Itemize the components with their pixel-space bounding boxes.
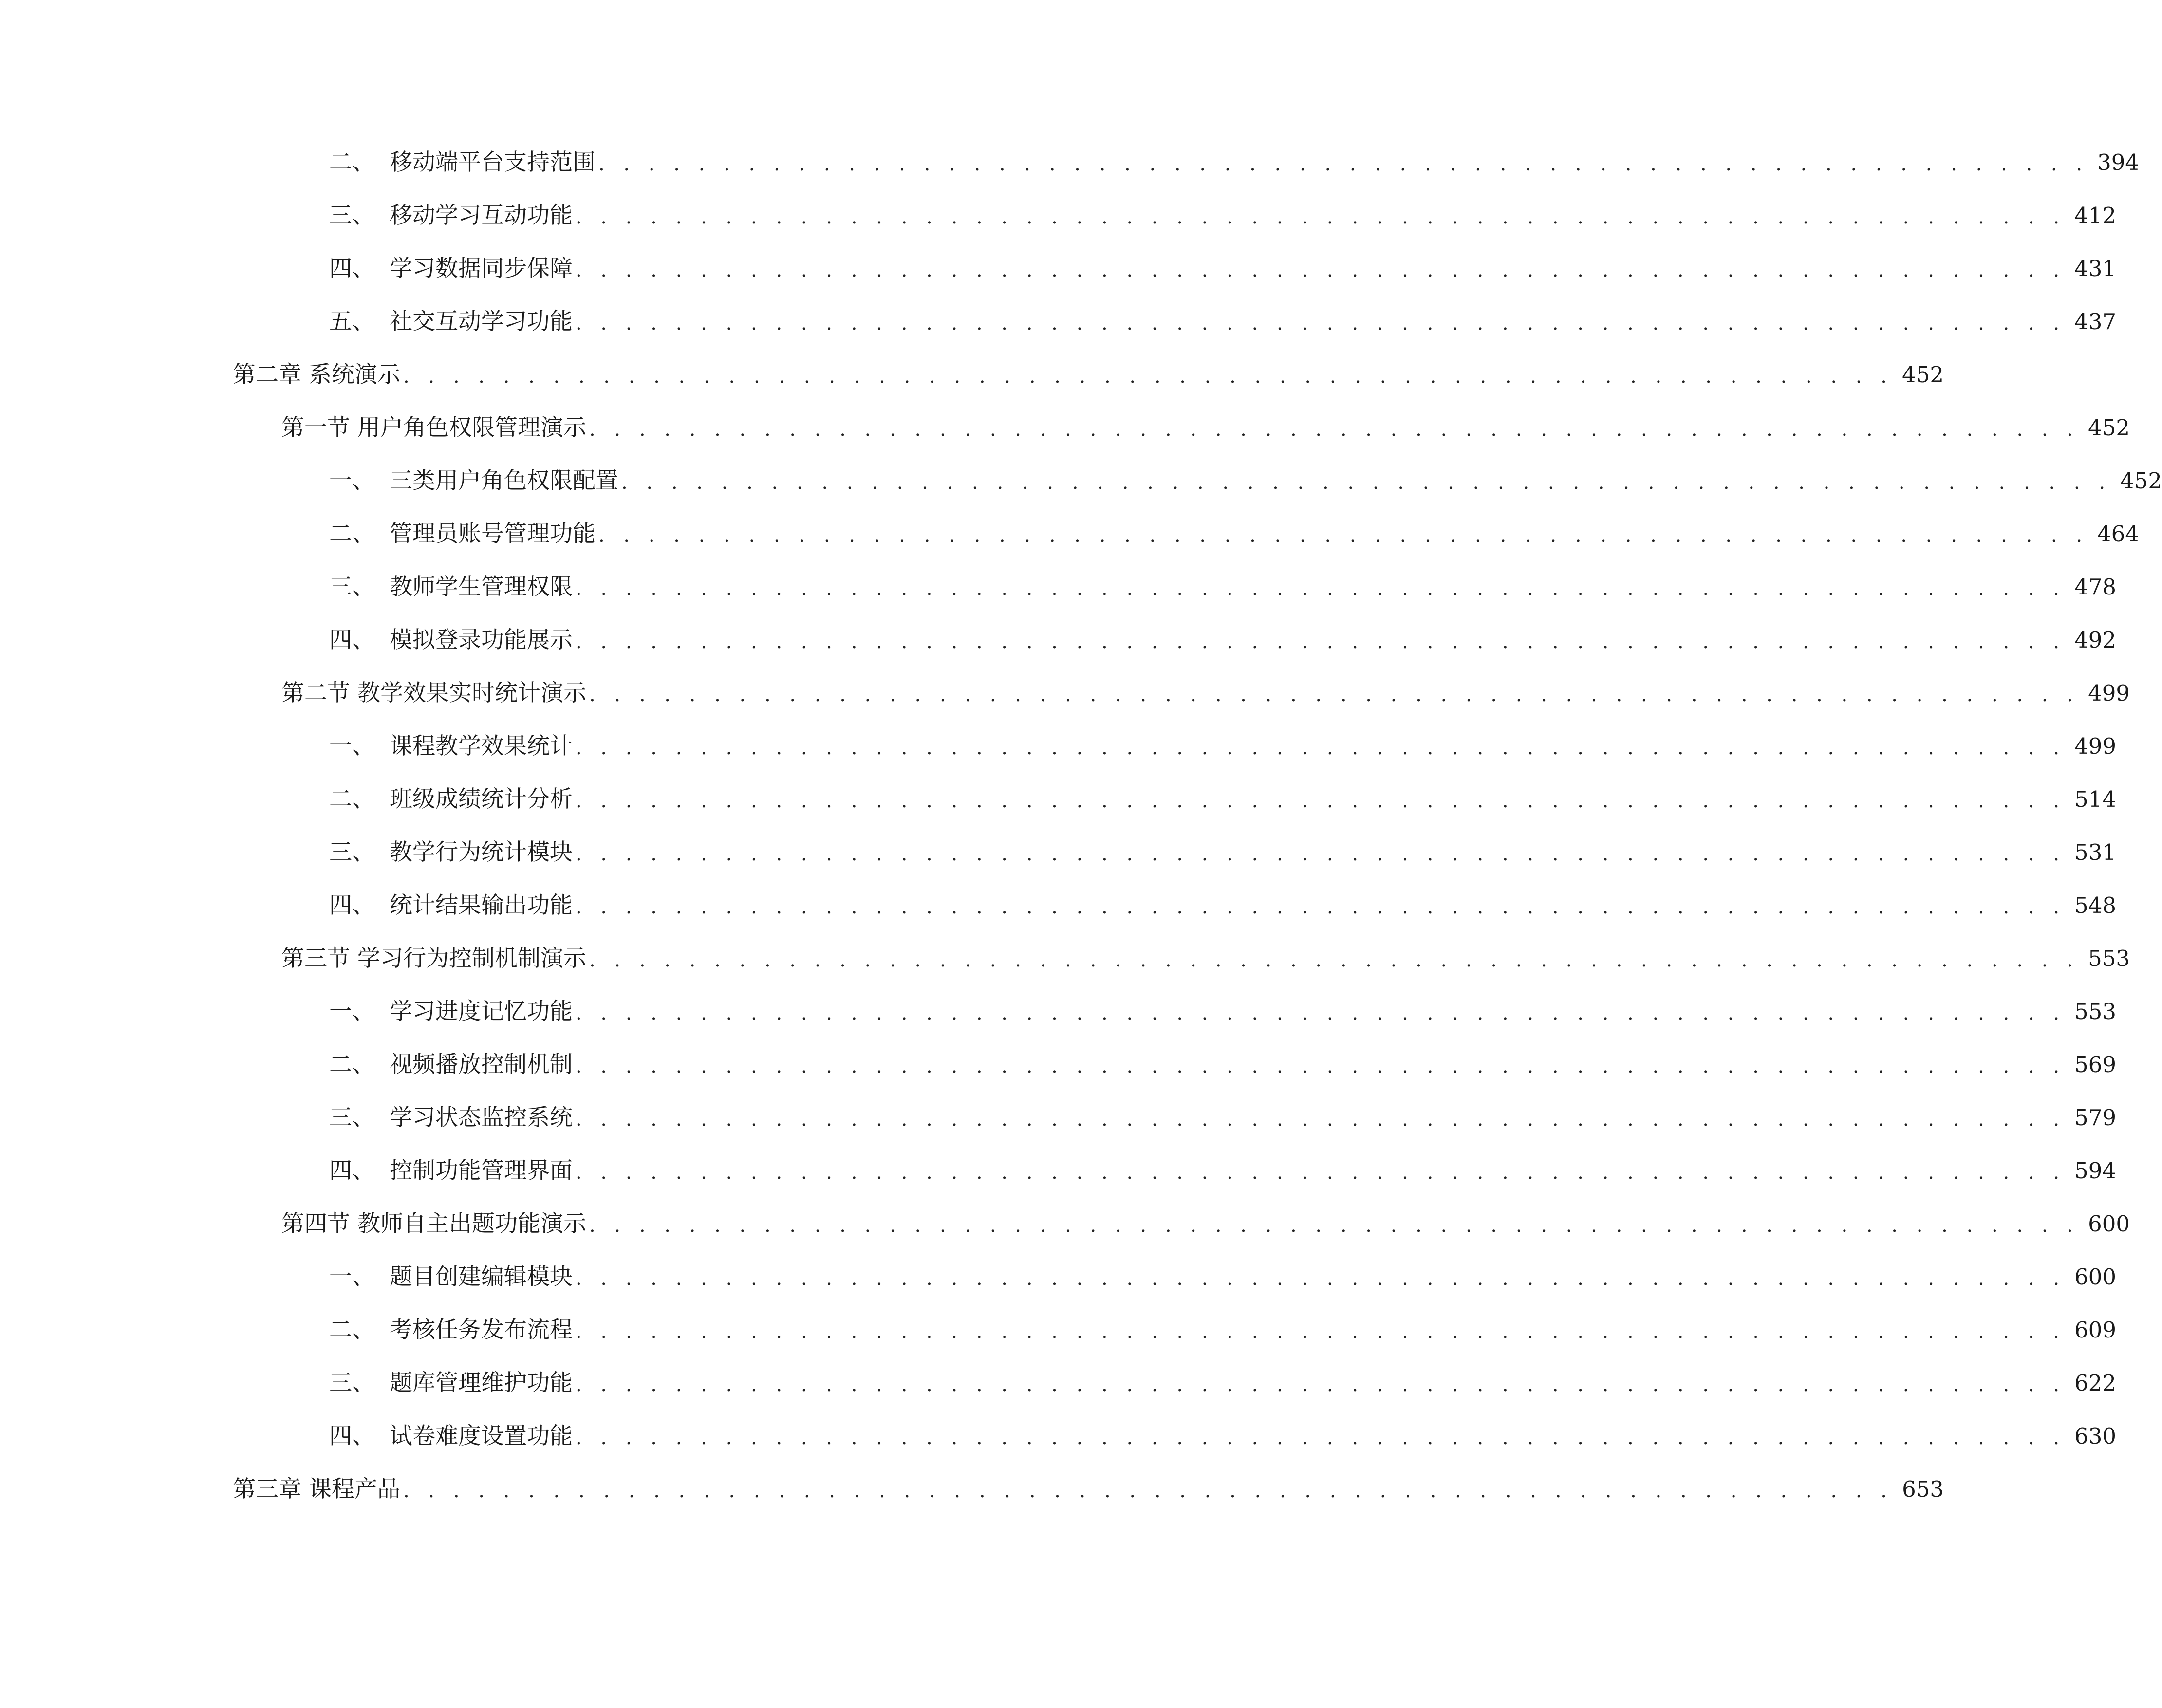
toc-entry-page-number: 514 — [2074, 786, 2117, 812]
toc-entry[interactable] — [329, 727, 2117, 766]
dot-leader: . . . . . . . . . . . . . . . . . . . . . . . . . . . . . . . . . . . . . . . . . . . . . . . . . . . . . . . . . . . . — [576, 843, 2066, 865]
toc-entry-page-number: 431 — [2074, 256, 2117, 281]
toc-entry-title: 第一节 用户角色权限管理演示 — [281, 414, 586, 441]
toc-entry-title: 第二节 教学效果实时统计演示 — [281, 680, 586, 706]
toc-entry-marker: 四、 — [329, 1157, 375, 1184]
toc-entry-marker: 二、 — [329, 786, 375, 813]
toc-entry-marker: 一、 — [329, 467, 375, 494]
toc-entry-page-number: 531 — [2074, 839, 2117, 865]
toc-entry-page-number: 622 — [2074, 1370, 2117, 1396]
dot-leader: . . . . . . . . . . . . . . . . . . . . . . . . . . . . . . . . . . . . . . . . . . . . . . . . . . . . . . . . . . . . — [621, 471, 2112, 494]
toc-entry[interactable] — [329, 515, 2140, 554]
toc-section-entry[interactable] — [281, 1205, 2130, 1244]
toc-entry-title: 试卷难度设置功能 — [390, 1423, 573, 1449]
toc-entry-marker: 三、 — [329, 1370, 375, 1396]
toc-entry-page-number: 452 — [2120, 468, 2162, 494]
toc-entry[interactable] — [329, 143, 2140, 182]
dot-leader: . . . . . . . . . . . . . . . . . . . . . . . . . . . . . . . . . . . . . . . . . . . . . . . . . . . . . . . . . . . . — [576, 577, 2066, 600]
toc-entry[interactable] — [329, 1417, 2117, 1456]
toc-chapter-entry[interactable] — [233, 1470, 1944, 1509]
toc-entry-title: 学习数据同步保障 — [390, 255, 573, 282]
dot-leader: . . . . . . . . . . . . . . . . . . . . . . . . . . . . . . . . . . . . . . . . . . . . . . . . . . . . . . . . . . . . — [576, 1267, 2066, 1290]
toc-entry-page-number: 600 — [2074, 1264, 2117, 1290]
toc-entry-page-number: 499 — [2088, 680, 2130, 706]
toc-entry-marker: 四、 — [329, 255, 375, 282]
dot-leader: . . . . . . . . . . . . . . . . . . . . . . . . . . . . . . . . . . . . . . . . . . . . . . . . . . . . . . . . . . . . — [576, 1108, 2066, 1131]
toc-entry-title: 教学行为统计模块 — [390, 839, 573, 866]
dot-leader: . . . . . . . . . . . . . . . . . . . . . . . . . . . . . . . . . . . . . . . . . . . . . . . . . . . . . . . . . . . . — [576, 1320, 2066, 1343]
toc-entry-title: 教师学生管理权限 — [390, 574, 573, 600]
dot-leader: . . . . . . . . . . . . . . . . . . . . . . . . . . . . . . . . . . . . . . . . . . . . . . . . . . . . . . . . . . . . — [589, 949, 2080, 971]
toc-entry-marker: 四、 — [329, 627, 375, 653]
toc-chapter-entry[interactable] — [233, 355, 1944, 394]
toc-entry-page-number: 412 — [2074, 203, 2117, 228]
toc-entry-page-number: 653 — [1902, 1476, 1944, 1502]
toc-entry-page-number: 630 — [2074, 1423, 2117, 1449]
toc-entry[interactable] — [329, 462, 2162, 501]
toc-entry-page-number: 452 — [2088, 415, 2130, 441]
toc-entry-title: 第二章 系统演示 — [233, 361, 400, 388]
toc-entry-page-number: 594 — [2074, 1158, 2117, 1184]
toc-entry[interactable] — [329, 302, 2117, 341]
toc-entry-title: 学习进度记忆功能 — [390, 998, 573, 1025]
dot-leader: . . . . . . . . . . . . . . . . . . . . . . . . . . . . . . . . . . . . . . . . . . . . . . . . . . . . . . . . . . . . — [576, 1161, 2066, 1184]
toc-entry-marker: 五、 — [329, 308, 375, 335]
dot-leader: . . . . . . . . . . . . . . . . . . . . . . . . . . . . . . . . . . . . . . . . . . . . . . . . . . . . . . . . . . . . — [598, 153, 2089, 175]
toc-entry-title: 移动学习互动功能 — [390, 202, 573, 229]
toc-entry-title: 第四节 教师自主出题功能演示 — [281, 1210, 586, 1237]
toc-entry-marker: 二、 — [329, 1051, 375, 1078]
toc-entry-marker: 三、 — [329, 1104, 375, 1131]
toc-entry-marker: 三、 — [329, 574, 375, 600]
dot-leader: . . . . . . . . . . . . . . . . . . . . . . . . . . . . . . . . . . . . . . . . . . . . . . . . . . . . . . . . . . . . — [403, 1480, 1894, 1502]
toc-entry-title: 课程教学效果统计 — [390, 733, 573, 760]
dot-leader: . . . . . . . . . . . . . . . . . . . . . . . . . . . . . . . . . . . . . . . . . . . . . . . . . . . . . . . . . . . . — [576, 259, 2066, 281]
dot-leader: . . . . . . . . . . . . . . . . . . . . . . . . . . . . . . . . . . . . . . . . . . . . . . . . . . . . . . . . . . . . — [589, 684, 2080, 706]
toc-entry-marker: 一、 — [329, 998, 375, 1025]
dot-leader: . . . . . . . . . . . . . . . . . . . . . . . . . . . . . . . . . . . . . . . . . . . . . . . . . . . . . . . . . . . . — [576, 896, 2066, 918]
dot-leader: . . . . . . . . . . . . . . . . . . . . . . . . . . . . . . . . . . . . . . . . . . . . . . . . . . . . . . . . . . . . — [576, 1002, 2066, 1024]
toc-entry-page-number: 499 — [2074, 733, 2117, 759]
dot-leader: . . . . . . . . . . . . . . . . . . . . . . . . . . . . . . . . . . . . . . . . . . . . . . . . . . . . . . . . . . . . — [576, 312, 2066, 334]
toc-entry-title: 统计结果输出功能 — [390, 892, 573, 919]
toc-entry-page-number: 553 — [2074, 999, 2117, 1024]
toc-entry-page-number: 492 — [2074, 627, 2117, 653]
dot-leader: . . . . . . . . . . . . . . . . . . . . . . . . . . . . . . . . . . . . . . . . . . . . . . . . . . . . . . . . . . . . — [576, 1374, 2066, 1396]
toc-entry-title: 三类用户角色权限配置 — [390, 467, 618, 494]
toc-entry-marker: 二、 — [329, 520, 375, 547]
toc-entry[interactable] — [329, 1364, 2117, 1403]
toc-entry-title: 第三节 学习行为控制机制演示 — [281, 945, 586, 972]
toc-entry[interactable] — [329, 1151, 2117, 1190]
toc-section-entry[interactable] — [281, 939, 2130, 978]
dot-leader: . . . . . . . . . . . . . . . . . . . . . . . . . . . . . . . . . . . . . . . . . . . . . . . . . . . . . . . . . . . . — [598, 524, 2089, 547]
toc-entry[interactable] — [329, 1258, 2117, 1297]
toc-entry-page-number: 553 — [2088, 946, 2130, 971]
toc-entry[interactable] — [329, 621, 2117, 660]
toc-entry-page-number: 569 — [2074, 1052, 2117, 1077]
toc-section-entry[interactable] — [281, 674, 2130, 713]
toc-entry-marker: 二、 — [329, 1317, 375, 1343]
toc-entry-marker: 四、 — [329, 1423, 375, 1449]
toc-entry-marker: 三、 — [329, 202, 375, 229]
toc-entry-marker: 二、 — [329, 149, 375, 176]
toc-entry-title: 题库管理维护功能 — [390, 1370, 573, 1396]
toc-entry-title: 第三章 课程产品 — [233, 1476, 400, 1503]
toc-entry-title: 考核任务发布流程 — [390, 1317, 573, 1343]
toc-entry-page-number: 600 — [2088, 1211, 2130, 1237]
dot-leader: . . . . . . . . . . . . . . . . . . . . . . . . . . . . . . . . . . . . . . . . . . . . . . . . . . . . . . . . . . . . — [576, 737, 2066, 759]
toc-entry[interactable] — [329, 780, 2117, 819]
toc-entry-marker: 一、 — [329, 1263, 375, 1290]
toc-entry[interactable] — [329, 1098, 2117, 1137]
dot-leader: . . . . . . . . . . . . . . . . . . . . . . . . . . . . . . . . . . . . . . . . . . . . . . . . . . . . . . . . . . . . — [576, 790, 2066, 812]
dot-leader: . . . . . . . . . . . . . . . . . . . . . . . . . . . . . . . . . . . . . . . . . . . . . . . . . . . . . . . . . . . . — [576, 1427, 2066, 1449]
toc-entry-title: 社交互动学习功能 — [390, 308, 573, 335]
toc-entry[interactable] — [329, 992, 2117, 1031]
toc-entry-page-number: 548 — [2074, 892, 2117, 918]
toc-entry[interactable] — [329, 1311, 2117, 1350]
dot-leader: . . . . . . . . . . . . . . . . . . . . . . . . . . . . . . . . . . . . . . . . . . . . . . . . . . . . . . . . . . . . — [576, 1055, 2066, 1077]
toc-entry[interactable] — [329, 568, 2117, 607]
toc-entry-title: 学习状态监控系统 — [390, 1104, 573, 1131]
toc-entry-marker: 三、 — [329, 839, 375, 866]
toc-section-entry[interactable] — [281, 408, 2130, 447]
toc-entry-page-number: 579 — [2074, 1105, 2117, 1131]
dot-leader: . . . . . . . . . . . . . . . . . . . . . . . . . . . . . . . . . . . . . . . . . . . . . . . . . . . . . . . . . . . . — [403, 365, 1894, 388]
toc-entry-title: 控制功能管理界面 — [390, 1157, 573, 1184]
toc-entry-page-number: 437 — [2074, 309, 2117, 334]
toc-entry-page-number: 609 — [2074, 1317, 2117, 1343]
toc-entry[interactable] — [329, 833, 2117, 872]
toc-entry-title: 模拟登录功能展示 — [390, 627, 573, 653]
toc-entry-page-number: 452 — [1902, 362, 1944, 388]
toc-entry-title: 移动端平台支持范围 — [390, 149, 596, 176]
toc-entry[interactable] — [329, 886, 2117, 925]
dot-leader: . . . . . . . . . . . . . . . . . . . . . . . . . . . . . . . . . . . . . . . . . . . . . . . . . . . . . . . . . . . . — [589, 418, 2080, 441]
toc-entry-title: 题目创建编辑模块 — [390, 1263, 573, 1290]
toc-entry-page-number: 394 — [2097, 149, 2140, 175]
toc-entry-page-number: 464 — [2097, 521, 2140, 547]
toc-entry-page-number: 478 — [2074, 574, 2117, 600]
toc-entry-marker: 一、 — [329, 733, 375, 760]
toc-entry-title: 管理员账号管理功能 — [390, 520, 596, 547]
dot-leader: . . . . . . . . . . . . . . . . . . . . . . . . . . . . . . . . . . . . . . . . . . . . . . . . . . . . . . . . . . . . — [589, 1214, 2080, 1237]
toc-entry-title: 视频播放控制机制 — [390, 1051, 573, 1078]
toc-entry-marker: 四、 — [329, 892, 375, 919]
dot-leader: . . . . . . . . . . . . . . . . . . . . . . . . . . . . . . . . . . . . . . . . . . . . . . . . . . . . . . . . . . . . — [576, 206, 2066, 228]
toc-entry[interactable] — [329, 1045, 2117, 1084]
toc-entry[interactable] — [329, 249, 2117, 288]
dot-leader: . . . . . . . . . . . . . . . . . . . . . . . . . . . . . . . . . . . . . . . . . . . . . . . . . . . . . . . . . . . . — [576, 631, 2066, 653]
toc-entry-title: 班级成绩统计分析 — [390, 786, 573, 813]
toc-entry[interactable] — [329, 196, 2117, 235]
